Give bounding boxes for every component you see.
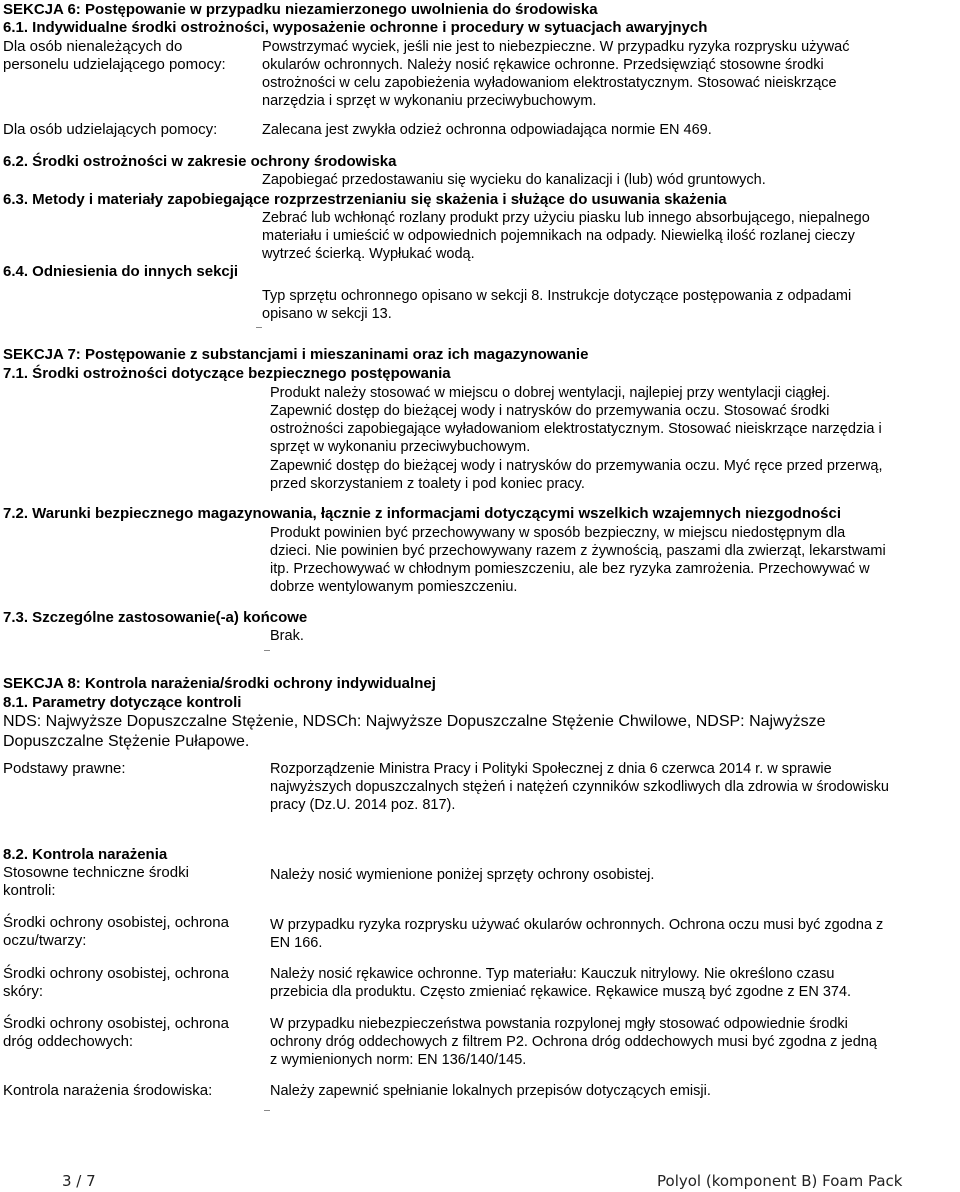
nonpersonnel-text: Powstrzymać wyciek, jeśli nie jest to niebezpieczne. W przypadku ryzyka rozprysku używać [262, 39, 850, 55]
handling-text: przed skorzystaniem z toalety i pod koniec pracy. [270, 476, 585, 492]
eye-protection-text: EN 166. [270, 935, 323, 951]
section-7-3-heading: 7.3. Szczególne zastosowanie(-a) końcowe [3, 609, 308, 626]
section-7-1-heading: 7.1. Środki ostrożności dotyczące bezpiecznego postępowania [3, 365, 451, 382]
handling-text: Zapewnić dostęp do bieżącej wody i natrysków do przemywania oczu. Stosować środki [270, 403, 830, 419]
environmental-exposure-label: Kontrola narażenia środowiska: [3, 1082, 213, 1099]
storage-text: dzieci. Nie powinien być przechowywany razem z żywnością, paszami dla zwierząt, lekarstwami [270, 543, 886, 559]
legal-basis-text: Rozporządzenie Ministra Pracy i Polityki Społecznej z dnia 6 czerwca 2014 r. w sprawie [270, 761, 832, 777]
section-8-1-heading: 8.1. Parametry dotyczące kontroli [3, 694, 242, 711]
page-number: 3 / 7 [62, 1172, 96, 1190]
handling-text: sprzęt w wykonaniu przeciwybuchowym. [270, 439, 531, 455]
containment-text: wytrzeć ścierką. Wypłukać wodą. [262, 246, 475, 262]
skin-protection-text: przebicia dla produktu. Często zmieniać rękawice. Rękawice muszą być zgodne z EN 374. [270, 984, 852, 1000]
respiratory-protection-text: W przypadku niebezpieczeństwa powstania rozpylonej mgły stosować odpowiednie środki [270, 1016, 848, 1032]
respiratory-protection-label: dróg oddechowych: [3, 1033, 134, 1050]
env-precautions-text: Zapobiegać przedostawaniu się wycieku do kanalizacji i (lub) wód gruntowych. [262, 172, 766, 188]
storage-text: dobrze wentylowanym pomieszczeniu. [270, 579, 518, 595]
containment-text: materiału i umieścić w odpowiednich pojemnikach na odpady. Niewielką ilość rozlanej cieczy [262, 228, 855, 244]
environmental-exposure-text: Należy zapewnić spełnianie lokalnych przepisów dotyczących emisji. [270, 1083, 711, 1099]
handling-text: ostrożności zapobiegające wyładowaniom elektrostatycznym. Stosować nieiskrzące narzędzia i [270, 421, 882, 437]
handling-text: Produkt należy stosować w miejscu o dobrej wentylacji, najlepiej przy wentylacji ciągłej. [270, 385, 831, 401]
containment-text: Zebrać lub wchłonąć rozlany produkt przy użyciu piasku lub innego absorbującego, niepalnego [262, 210, 870, 226]
respiratory-protection-label: Środki ochrony osobistej, ochrona [3, 1015, 229, 1032]
divider [264, 650, 270, 651]
end-use-text: Brak. [270, 628, 304, 644]
section-6-1-heading: 6.1. Indywidualne środki ostrożności, wyposażenie ochronne i procedury w sytuacjach awaryjnych [3, 19, 708, 36]
product-name: Polyol (komponent B) Foam Pack [657, 1172, 903, 1190]
legal-basis-text: pracy (Dz.U. 2014 poz. 817). [270, 797, 456, 813]
skin-protection-label: Środki ochrony osobistej, ochrona [3, 965, 229, 982]
nonpersonnel-text: okularów ochronnych. Należy nosić rękawice ochronne. Przedsięwziąć stosowne środki [262, 57, 824, 73]
references-text: Typ sprzętu ochronnego opisano w sekcji 8. Instrukcje dotyczące postępowania z odpadami [262, 288, 852, 304]
eye-protection-text: W przypadku ryzyka rozprysku używać okularów ochronnych. Ochrona oczu musi być zgodna z [270, 917, 884, 933]
section-6-2-heading: 6.2. Środki ostrożności w zakresie ochrony środowiska [3, 153, 397, 170]
section-8-2-heading: 8.2. Kontrola narażenia [3, 846, 168, 863]
section-6-4-heading: 6.4. Odniesienia do innych sekcji [3, 263, 239, 280]
respiratory-protection-text: z wymienionych norm: EN 136/140/145. [270, 1052, 527, 1068]
responders-text: Zalecana jest zwykła odzież ochronna odpowiadająca normie EN 469. [262, 122, 712, 138]
section-6-3-heading: 6.3. Metody i materiały zapobiegające rozprzestrzenianiu się skażenia i służące do usuwania skażenia [3, 191, 727, 208]
skin-protection-label: skóry: [3, 983, 44, 1000]
engineering-controls-label: kontroli: [3, 882, 56, 899]
legal-basis-label: Podstawy prawne: [3, 760, 126, 777]
eye-protection-label: Środki ochrony osobistej, ochrona [3, 914, 229, 931]
handling-text: Zapewnić dostęp do bieżącej wody i natrysków do przemywania oczu. Myć ręce przed przerwą, [270, 458, 883, 474]
nonpersonnel-text: narzędzia i sprzęt w wykonaniu przeciwybuchowym. [262, 93, 597, 109]
legal-basis-text: najwyższych dopuszczalnych stężeń i natężeń czynników szkodliwych dla zdrowia w środowisku [270, 779, 889, 795]
responders-label: Dla osób udzielających pomocy: [3, 121, 218, 138]
nonpersonnel-text: ostrożności w celu zapobieżenia wyładowaniom elektrostatycznym. Stosować nieiskrzące [262, 75, 837, 91]
nonpersonnel-label: personelu udzielającego pomocy: [3, 56, 226, 73]
storage-text: Produkt powinien być przechowywany w sposób bezpieczny, w miejscu niedostępnym dla [270, 525, 846, 541]
divider [256, 327, 262, 328]
section-7-heading: SEKCJA 7: Postępowanie z substancjami i mieszaninami oraz ich magazynowanie [3, 346, 589, 363]
section-8-heading: SEKCJA 8: Kontrola narażenia/środki ochrony indywidualnej [3, 675, 436, 692]
references-text: opisano w sekcji 13. [262, 306, 392, 322]
section-7-2-heading: 7.2. Warunki bezpiecznego magazynowania, łącznie z informacjami dotyczącymi wszelkich wzajemnych niezgodności [3, 505, 842, 522]
nds-definition: Dopuszczalne Stężenie Pułapowe. [3, 733, 250, 750]
eye-protection-label: oczu/twarzy: [3, 932, 87, 949]
respiratory-protection-text: ochrony dróg oddechowych z filtrem P2. Ochrona dróg oddechowych musi być zgodna z jedną [270, 1034, 877, 1050]
skin-protection-text: Należy nosić rękawice ochronne. Typ materiału: Kauczuk nitrylowy. Nie określono czasu [270, 966, 835, 982]
section-6-heading: SEKCJA 6: Postępowanie w przypadku niezamierzonego uwolnienia do środowiska [3, 1, 598, 18]
nonpersonnel-label: Dla osób nienależących do [3, 38, 183, 55]
divider [264, 1110, 270, 1111]
engineering-controls-text: Należy nosić wymienione poniżej sprzęty ochrony osobistej. [270, 867, 655, 883]
engineering-controls-label: Stosowne techniczne środki [3, 864, 189, 881]
storage-text: itp. Przechowywać w chłodnym pomieszczeniu, ale bez ryzyka zamrożenia. Przechowywać w [270, 561, 870, 577]
nds-definition: NDS: Najwyższe Dopuszczalne Stężenie, NDSCh: Najwyższe Dopuszczalne Stężenie Chwilowe, NDSP: Najwyższe [3, 713, 826, 730]
